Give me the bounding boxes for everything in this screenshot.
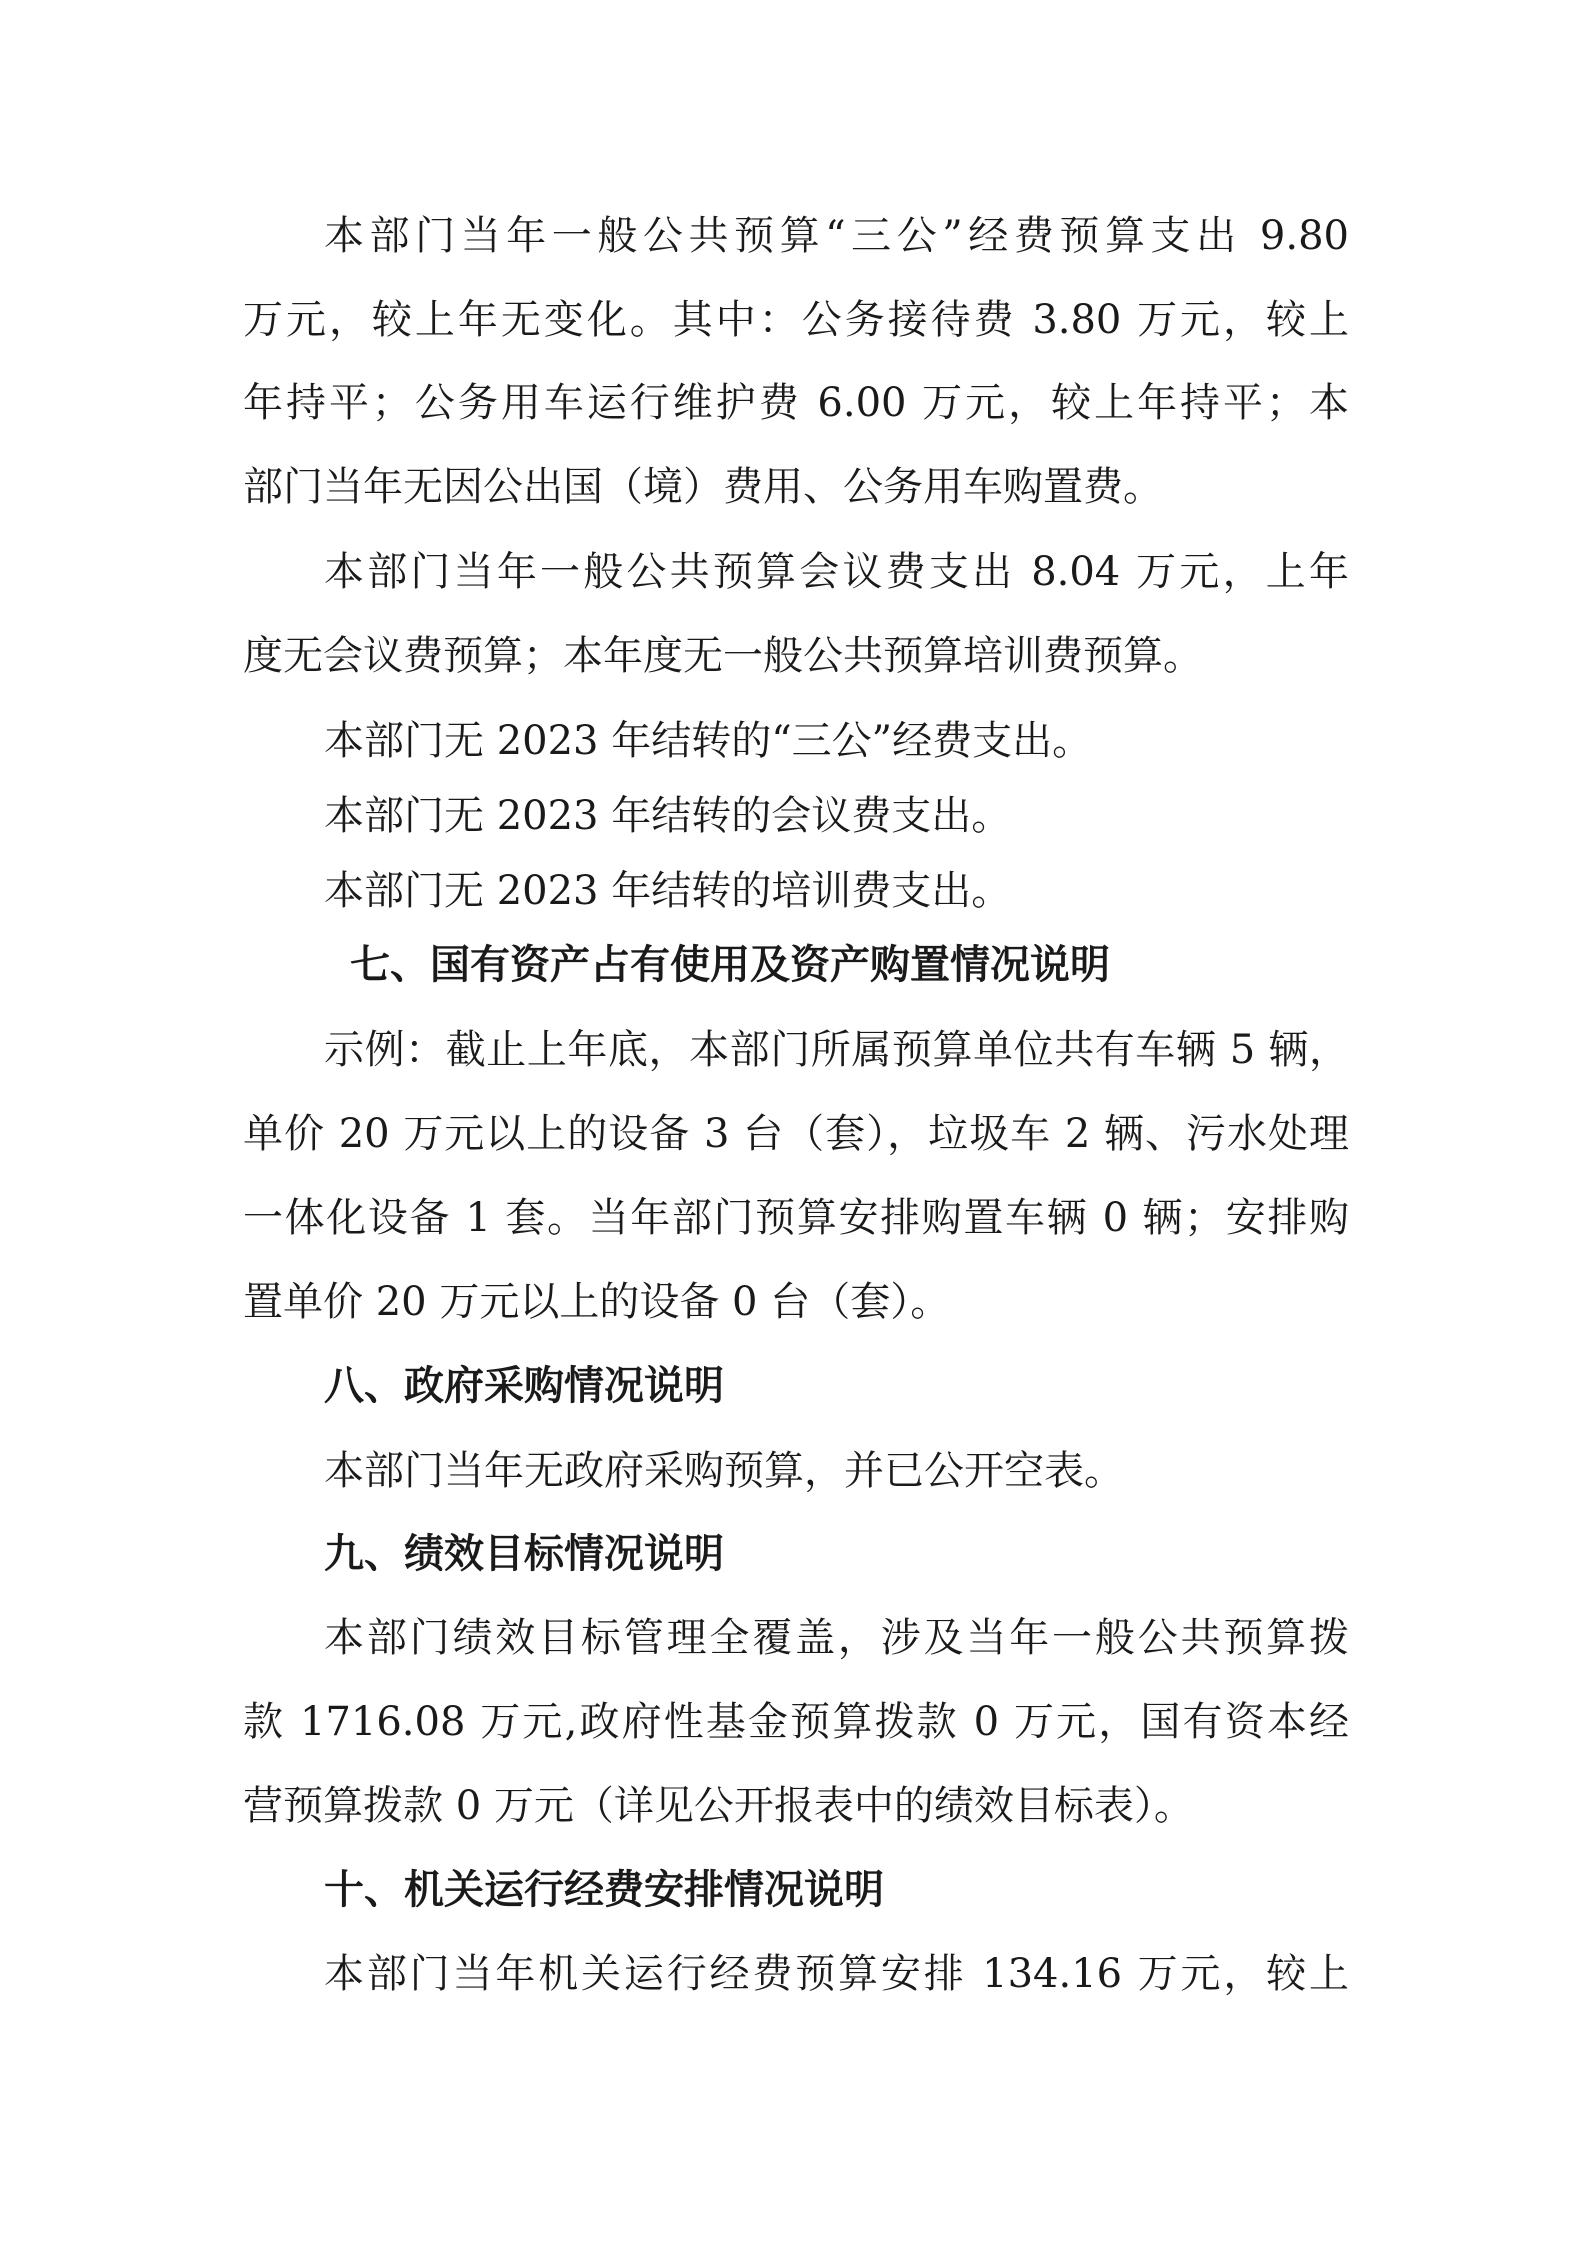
paragraph-line: 单价 20 万元以上的设备 3 台（套），垃圾车 2 辆、污水处理 <box>243 1111 1349 1157</box>
section-heading-7: 七、国有资产占有使用及资产购置情况说明 <box>350 942 1110 988</box>
paragraph-line: 本部门当年无政府采购预算，并已公开空表。 <box>324 1448 1124 1494</box>
paragraph-line: 本部门当年一般公共预算会议费支出 8.04 万元，上年 <box>324 549 1349 595</box>
paragraph-line: 置单价 20 万元以上的设备 0 台（套）。 <box>243 1279 951 1325</box>
paragraph-line: 部门当年无因公出国（境）费用、公务用车购置费。 <box>243 464 1163 510</box>
paragraph-line: 本部门无 2023 年结转的“三公”经费支出。 <box>324 718 1093 764</box>
paragraph-line: 营预算拨款 0 万元（详见公开报表中的绩效目标表）。 <box>243 1783 1194 1829</box>
paragraph-line: 本部门无 2023 年结转的会议费支出。 <box>324 793 1012 839</box>
section-heading-9: 九、绩效目标情况说明 <box>324 1531 724 1577</box>
paragraph-line: 本部门绩效目标管理全覆盖，涉及当年一般公共预算拨 <box>324 1615 1349 1661</box>
paragraph-line: 一体化设备 1 套。当年部门预算安排购置车辆 0 辆；安排购 <box>243 1195 1349 1241</box>
section-heading-10: 十、机关运行经费安排情况说明 <box>324 1867 884 1913</box>
paragraph-line: 款 1716.08 万元,政府性基金预算拨款 0 万元，国有资本经 <box>243 1699 1349 1745</box>
paragraph-line: 本部门当年机关运行经费预算安排 134.16 万元，较上 <box>324 1951 1349 1997</box>
paragraph-line: 本部门无 2023 年结转的培训费支出。 <box>324 868 1012 914</box>
paragraph-line: 示例：截止上年底，本部门所属预算单位共有车辆 5 辆， <box>324 1027 1349 1073</box>
paragraph-line: 本部门当年一般公共预算“三公”经费预算支出 9.80 <box>324 213 1349 259</box>
section-heading-8: 八、政府采购情况说明 <box>324 1363 724 1409</box>
paragraph-line: 年持平；公务用车运行维护费 6.00 万元，较上年持平；本 <box>243 380 1349 426</box>
paragraph-line: 万元，较上年无变化。其中：公务接待费 3.80 万元，较上 <box>243 297 1349 343</box>
paragraph-line: 度无会议费预算；本年度无一般公共预算培训费预算。 <box>243 633 1203 679</box>
